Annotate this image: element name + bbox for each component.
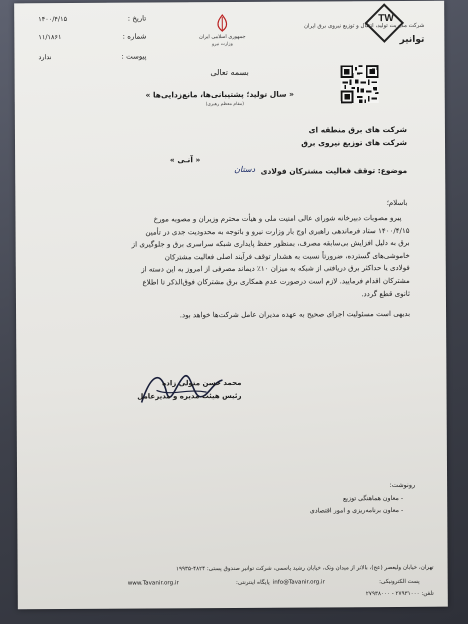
footer-web: www.Tavanir.org.ir	[127, 580, 179, 587]
body-line: ۱۴۰۰/۴/۱۵ ستاد فرماندهی راهبری اوج بار وزارت نیرو و باتوجه به محدودیت جدی در تأمین	[145, 225, 410, 237]
company-name: شرکت مدیریت تولید، انتقال و توزیع نیروی برق ایران	[303, 22, 425, 30]
body-line: برق به دلیل افزایش بی‌سابقه مصرف، بمنظور حفظ پایداری شبکه سراسری برق و جلوگیری از	[131, 238, 410, 249]
company-brand: توانیر	[399, 34, 425, 45]
signatory-name: محمد حسن متولی زاده	[162, 378, 242, 388]
year-slogan-source: (مقام معظم رهبری)	[205, 101, 244, 108]
body-line: پیرو مصوبات دبیرخانه شورای عالی امنیت ملی و هیأت محترم وزیران و مصوبه مورخ	[153, 212, 402, 224]
letter-page	[14, 1, 448, 610]
attachment-value: ندارد	[38, 53, 52, 62]
body-line: ثانوی قطع گردد.	[361, 288, 410, 298]
logo-monogram: TW	[378, 13, 394, 25]
signatory-title: رئیس هیئت مدیره و مدیرعامل	[137, 391, 242, 401]
cc-item: - معاون برنامه‌ریزی و امور اقتصادی	[309, 506, 404, 515]
letter-body	[61, 212, 410, 302]
signature-scribble-icon	[126, 362, 236, 415]
footer-web-label: پایگاه اینترنتی:	[235, 579, 270, 586]
closing-sentence: بدیهی است مسئولیت اجرای صحیح به عهده مدیران عامل شرکت‌ها خواهد بود.	[179, 308, 411, 320]
attachment-label: پیوست :	[121, 52, 147, 61]
number-value: ۱۱/۱۸۶۱	[38, 33, 62, 42]
body-line: خاموشی‌های گسترده، ضرورتاً نسبت به هشدار توقف فرآیند اصلی فعالیت مشترکان	[164, 250, 410, 262]
year-slogan: « سال تولید؛ پشتیبانی‌ها، مانع‌زدایی‌ها »	[145, 89, 294, 100]
footer-phone: تلفن: ۲۷۹۳۱۰۰۰ - ۲۷۹۳۸۰۰۰	[365, 590, 434, 598]
footer-email-label: پست الکترونیکی:	[379, 578, 420, 586]
iran-emblem-icon	[214, 14, 230, 32]
emblem-subtitle: وزارت نیرو	[212, 41, 233, 48]
recipient-distribution: شرکت های توزیع نیروی برق	[301, 137, 408, 148]
date-label: تاریخ :	[127, 14, 147, 23]
subject-line: موضوع: توقف فعالیت مشترکان فولادی	[260, 165, 408, 176]
emblem-title: جمهوری اسلامی ایران	[199, 33, 246, 41]
bismillah-heading: بسمه تعالی	[210, 67, 249, 78]
date-value: ۱۴۰۰/۴/۱۵	[38, 14, 68, 24]
cc-item: - معاون هماهنگی توزیع	[342, 494, 404, 503]
body-line: مشترکان اقدام فرمایید. لازم است درصورت عدم همکاری برق مشترکان فوق‌الذکر تا اطلاع	[142, 275, 410, 287]
footer-email: info@Tavanir.org.ir	[272, 579, 325, 586]
urgency-label: « آنـی »	[169, 155, 201, 165]
number-label: شماره :	[122, 32, 147, 41]
cc-heading: رونوشت:	[389, 480, 416, 490]
footer-address: تهران، خیابان ولیعصر (عج)، بالاتر از میدان ونک، خیابان رشید یاسمی، شرکت توانیر صندوق پستی: ۴۸۲۴-۱۹۹۳۵	[176, 564, 434, 573]
handwritten-note: دستان	[234, 164, 256, 174]
recipient-regional: شرکت های برق منطقه ای	[308, 124, 407, 135]
greeting: باسلام؛	[386, 198, 408, 208]
body-line: فولادی یا حداکثر برق دریافتی از شبکه به میزان ۱۰٪ دیماند مصرفی از امروز به این دسته از	[141, 263, 410, 274]
